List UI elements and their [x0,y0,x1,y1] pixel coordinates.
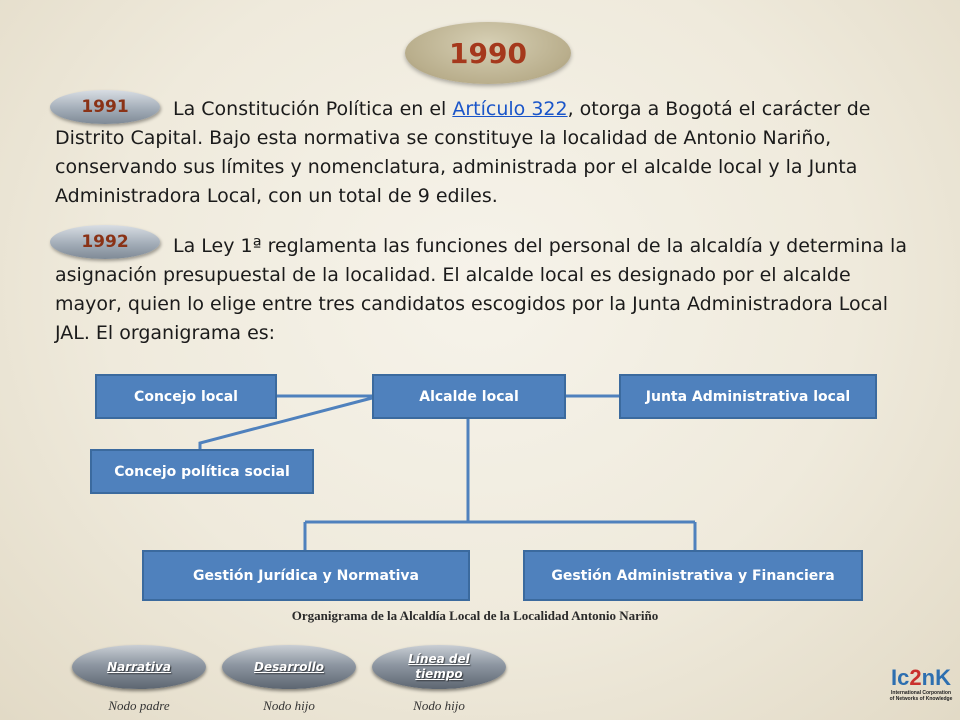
page-title: 1990 [405,22,571,84]
node-concejo-local: Concejo local [95,374,277,419]
nav-narrativa-role: Nodo padre [108,698,170,713]
nav-narrativa-button[interactable]: Narrativa [72,645,206,689]
year-badge-1992: 1992 [50,225,160,259]
paragraph-1991-text-b: , otorga a Bogotá el carácter de Distrito Capital. Bajo esta normativa se constituye la localidad de Antonio Nariño, conservando sus límites y nomenclatura, administrada por el alcalde local y la Junta Administradora Local, con un total de 9 ediles. [55,98,871,207]
node-junta-administrativa: Junta Administrativa local [619,374,877,419]
nav-desarrollo-button[interactable]: Desarrollo [222,645,356,689]
node-alcalde-local: Alcalde local [372,374,566,419]
node-gestion-administrativa: Gestión Administrativa y Financiera [523,550,863,601]
org-chart-caption: Organigrama de la Alcaldía Local de la Localidad Antonio Nariño [291,608,659,623]
node-concejo-politica-social: Concejo política social [90,449,314,494]
nav-linea-tiempo-button[interactable]: Línea del tiempo [372,645,506,689]
logo-mark: Ic2nK [891,665,951,690]
year-badge-1991: 1991 [50,90,160,124]
logo-line-2: of Networks of Knowledge [889,696,953,702]
ic2nk-logo [886,666,956,716]
nav-linea-tiempo-role: Nodo hijo [413,698,465,713]
paragraph-1992-text: La Ley 1ª reglamenta las funciones del personal de la alcaldía y determina la asignación presupuestal de la localidad. El alcalde local es designado por el alcalde mayor, quien lo elige entre tres candidatos escogidos por la Junta Administradora Local JAL. El organigrama es: [55,235,907,344]
articulo-322-link[interactable]: Artículo 322 [452,98,568,120]
paragraph-1991-text-a: La Constitución Política en el [173,98,453,120]
nav-desarrollo-role: Nodo hijo [263,698,315,713]
logo-line-1: International Corporation [891,690,951,696]
node-gestion-juridica: Gestión Jurídica y Normativa [142,550,470,601]
